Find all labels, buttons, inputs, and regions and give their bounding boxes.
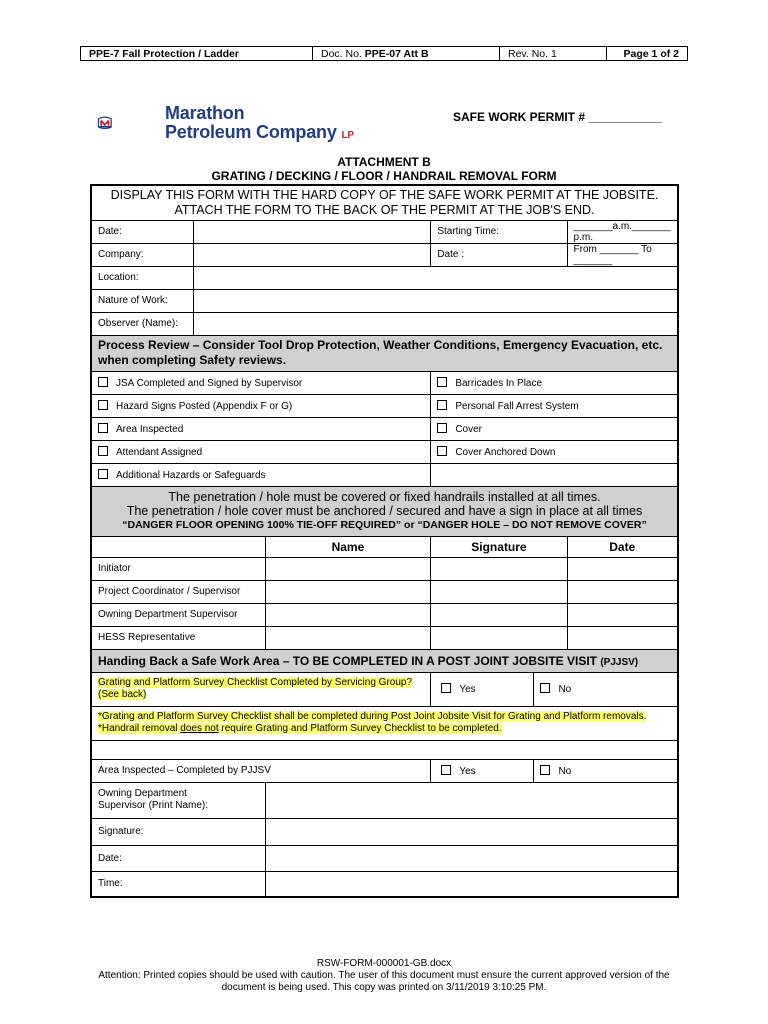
checklist-item-area-inspected[interactable]: Area Inspected	[91, 417, 431, 440]
checklist-item-fall-arrest[interactable]: Personal Fall Arrest System	[431, 394, 678, 417]
location-field[interactable]	[194, 266, 678, 289]
company-field[interactable]	[194, 243, 431, 266]
owning-signature-field[interactable]	[431, 603, 567, 626]
checklist-item-hazard-signs[interactable]: Hazard Signs Posted (Appendix F or G)	[91, 394, 431, 417]
document-header	[80, 46, 688, 61]
signature-label: Signature:	[91, 818, 265, 845]
location-label: Location:	[91, 266, 194, 289]
sign-table-blank-header	[91, 536, 265, 557]
coordinator-signature-field[interactable]	[431, 580, 567, 603]
attachment-title: ATTACHMENT B	[337, 155, 431, 169]
initiator-name-field[interactable]	[265, 557, 431, 580]
hess-date-field[interactable]	[567, 626, 678, 649]
area-no-option[interactable]: No	[534, 759, 678, 782]
date-range-label: Date :	[431, 243, 567, 266]
checkbox-icon[interactable]	[540, 765, 550, 775]
hess-name-field[interactable]	[265, 626, 431, 649]
checkbox-icon[interactable]	[98, 400, 108, 410]
checkbox-icon[interactable]	[437, 423, 447, 433]
owning-supervisor-field[interactable]	[265, 782, 678, 818]
checklist-item-additional-hazards[interactable]: Additional Hazards or Safeguards	[91, 463, 431, 486]
checklist-item-cover[interactable]: Cover	[431, 417, 678, 440]
checkbox-icon[interactable]	[540, 683, 550, 693]
checkbox-icon[interactable]	[98, 377, 108, 387]
logo-badge-text: MARATHON	[109, 136, 135, 141]
display-instructions: DISPLAY THIS FORM WITH THE HARD COPY OF THE SAFE WORK PERMIT AT THE JOBSITE. ATTACH THE FORM TO THE BACK OF THE PERMIT AT THE JOB'S END.	[91, 185, 678, 220]
owning-date-field[interactable]	[567, 603, 678, 626]
coordinator-date-field[interactable]	[567, 580, 678, 603]
process-review-heading: Process Review – Consider Tool Drop Protection, Weather Conditions, Emergency Evacuation, etc. when completing Safety reviews.	[91, 335, 678, 371]
initiator-date-field[interactable]	[567, 557, 678, 580]
checkbox-icon[interactable]	[441, 765, 451, 775]
safe-work-permit-number: SAFE WORK PERMIT # ___________	[453, 110, 662, 124]
signature-column-header: Signature	[431, 536, 567, 557]
handback-time-label: Time:	[91, 871, 265, 897]
survey-checklist-question: Grating and Platform Survey Checklist Completed by Servicing Group? (See back)	[91, 672, 431, 706]
doc-number: Doc. No. PPE-07 Att B	[313, 47, 500, 61]
survey-yes-option[interactable]: Yes	[431, 672, 534, 706]
footer-filename: RSW-FORM-000001-GB.docx	[316, 958, 452, 969]
starting-time-label: Starting Time:	[431, 220, 567, 243]
coordinator-name-field[interactable]	[265, 580, 431, 603]
handback-date-label: Date:	[91, 845, 265, 871]
signature-field[interactable]	[265, 818, 678, 845]
page-number: Page 1 of 2	[607, 47, 688, 61]
role-hess-representative: HESS Representative	[91, 626, 265, 649]
survey-notes: *Grating and Platform Survey Checklist shall be completed during Post Joint Jobsite Visit for Grating and Platform removals. *Handrail removal does not require Grating and Platform Survey Checklist to be completed.	[91, 706, 678, 740]
form-title: GRATING / DECKING / FLOOR / HANDRAIL REMOVAL FORM	[211, 169, 557, 183]
checkbox-icon[interactable]	[98, 423, 108, 433]
role-owning-department: Owning Department Supervisor	[91, 603, 265, 626]
logo-line1: Marathon	[165, 103, 245, 123]
checklist-item-barricades[interactable]: Barricades In Place	[431, 371, 678, 394]
form-name: PPE-7 Fall Protection / Ladder	[81, 47, 313, 61]
survey-no-option[interactable]: No	[534, 672, 678, 706]
hess-signature-field[interactable]	[431, 626, 567, 649]
nature-of-work-label: Nature of Work:	[91, 289, 194, 312]
handback-time-field[interactable]	[265, 871, 678, 897]
observer-field[interactable]	[194, 312, 678, 335]
name-column-header: Name	[265, 536, 431, 557]
revision-number: Rev. No. 1	[500, 47, 607, 61]
owning-name-field[interactable]	[265, 603, 431, 626]
company-label: Company:	[91, 243, 194, 266]
starting-time-field[interactable]: _______a.m._______ p.m.	[567, 220, 678, 243]
checkbox-icon[interactable]	[437, 377, 447, 387]
date-field[interactable]	[194, 220, 431, 243]
observer-label: Observer (Name):	[91, 312, 194, 335]
handback-heading: Handing Back a Safe Work Area – TO BE COMPLETED IN A POST JOINT JOBSITE VISIT (PJJSV)	[91, 649, 678, 672]
checklist-item-attendant[interactable]: Attendant Assigned	[91, 440, 431, 463]
checklist-item-cover-anchored[interactable]: Cover Anchored Down	[431, 440, 678, 463]
role-project-coordinator: Project Coordinator / Supervisor	[91, 580, 265, 603]
checklist-item-jsa[interactable]: JSA Completed and Signed by Supervisor	[91, 371, 431, 394]
checkbox-icon[interactable]	[98, 446, 108, 456]
nature-of-work-field[interactable]	[194, 289, 678, 312]
checkbox-icon[interactable]	[441, 683, 451, 693]
checklist-item-empty	[431, 463, 678, 486]
date-range-field[interactable]: From _______ To _______	[567, 243, 678, 266]
role-initiator: Initiator	[91, 557, 265, 580]
logo-line2: Petroleum Company LP	[165, 122, 354, 142]
removal-form	[90, 184, 679, 898]
area-yes-option[interactable]: Yes	[431, 759, 534, 782]
initiator-signature-field[interactable]	[431, 557, 567, 580]
checkbox-icon[interactable]	[98, 469, 108, 479]
date-column-header: Date	[567, 536, 678, 557]
checkbox-icon[interactable]	[437, 446, 447, 456]
checkbox-icon[interactable]	[437, 400, 447, 410]
date-label: Date:	[91, 220, 194, 243]
owning-supervisor-label: Owning Department Supervisor (Print Name):	[91, 782, 265, 818]
footer-printed: document is being used. This copy was printed on 3/11/2019 3:10:25 PM.	[221, 982, 547, 993]
footer-attention: Attention: Printed copies should be used with caution. The user of this document must ensure the current approved version of the	[98, 970, 670, 981]
blank-spacer-row	[91, 740, 678, 759]
area-inspected-pjjsv-label: Area Inspected – Completed by PJJSV	[91, 759, 431, 782]
penetration-notice: The penetration / hole must be covered or fixed handrails installed at all times. The penetration / hole cover must be anchored / secured and have a sign in place at all times “DANGER FLOOR OPENING 100% TIE-OFF REQUIRED” or “DANGER HOLE – DO NOT REMOVE COVER”	[91, 486, 678, 536]
handback-date-field[interactable]	[265, 845, 678, 871]
